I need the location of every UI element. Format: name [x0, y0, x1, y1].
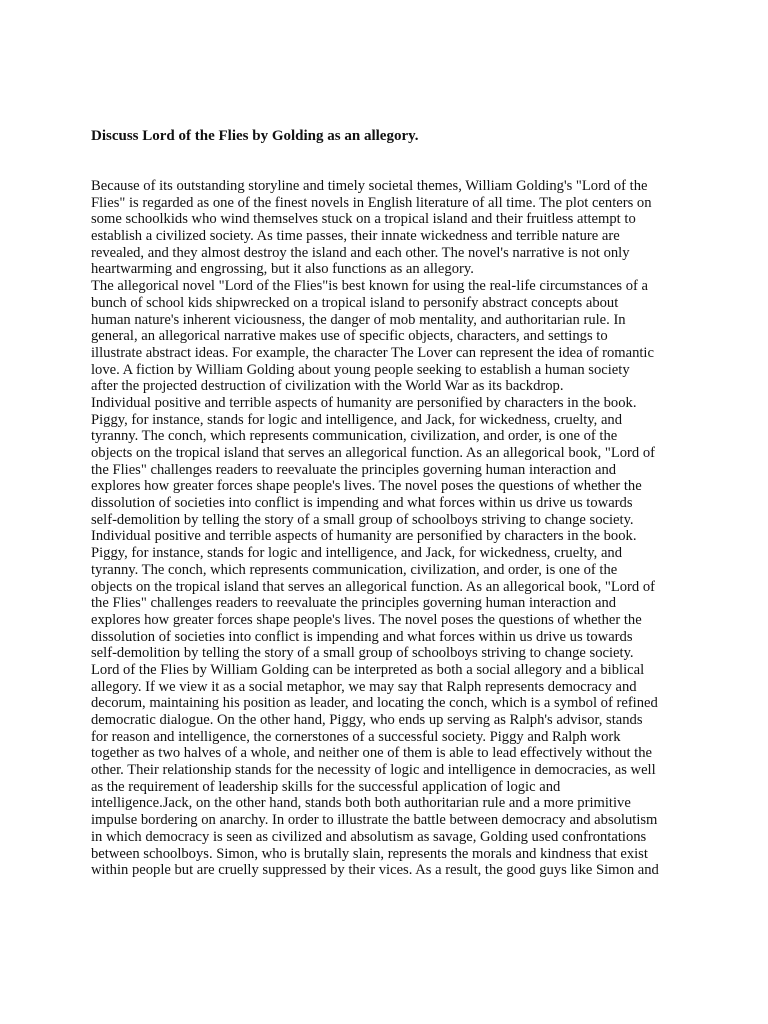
body-text-line: allegory. If we view it as a social metaphor, we may say that Ralph represents democracy and [91, 678, 637, 695]
body-text-line: Piggy, for instance, stands for logic and intelligence, and Jack, for wickedness, cruelty, and [91, 411, 623, 428]
body-text-line: objects on the tropical island that serves an allegorical function. As an allegorical book, "Lord of [91, 445, 655, 461]
body-text-line: heartwarming and engrossing, but it also functions as an allegory. [91, 261, 474, 278]
body-text-line: for reason and intelligence, the cornerstones of a successful society. Piggy and Ralph work [91, 728, 621, 745]
body-text-line: The allegorical novel "Lord of the Flies"is best known for using the real-life circumstances of a [91, 278, 648, 295]
body-text-line: together as two halves of a whole, and neither one of them is able to lead effectively without the [91, 745, 653, 762]
body-text-line: other. Their relationship stands for the necessity of logic and intelligence in democracies, as well [91, 762, 656, 779]
body-text-line: after the projected destruction of civilization with the World War as its backdrop. [91, 378, 564, 395]
body-text-line: dissolution of societies into conflict is impending and what forces within us drive us towards [91, 628, 633, 645]
body-text-line: impulse bordering on anarchy. In order to illustrate the battle between democracy and absolutism [91, 812, 658, 829]
document-body [91, 178, 691, 879]
body-text-line: tyranny. The conch, which represents communication, civilization, and order, is one of the [91, 428, 618, 445]
body-text-line: self-demolition by telling the story of a small group of schoolboys striving to change society. [91, 645, 634, 662]
body-text-line: Piggy, for instance, stands for logic and intelligence, and Jack, for wickedness, cruelty, and [91, 545, 623, 562]
body-text-line: the Flies" challenges readers to reevaluate the principles governing human interaction and [91, 595, 617, 612]
body-text-line: objects on the tropical island that serves an allegorical function. As an allegorical book, "Lord of [91, 578, 655, 595]
body-text-line: the Flies" challenges readers to reevaluate the principles governing human interaction and [91, 461, 617, 478]
body-text-line: within people but are cruelly suppressed by their vices. As a result, the good guys like Simon and [91, 862, 659, 879]
body-text-line: tyranny. The conch, which represents communication, civilization, and order, is one of the [91, 561, 618, 578]
body-text-line: as the requirement of leadership skills for the successful application of logic and [91, 778, 561, 795]
body-text-line: Because of its outstanding storyline and timely societal themes, William Golding's "Lord of the [91, 178, 648, 194]
body-text-line: establish a civilized society. As time passes, their innate wickedness and terrible nature are [91, 228, 620, 245]
body-text-line: bunch of school kids shipwrecked on a tropical island to personify abstract concepts about [91, 294, 619, 311]
body-text-line: self-demolition by telling the story of a small group of schoolboys striving to change society. [91, 511, 634, 528]
body-text-line: decorum, maintaining his position as leader, and locating the conch, which is a symbol of refined [91, 695, 658, 712]
body-text-line: in which democracy is seen as civilized and absolutism as savage, Golding used confrontations [91, 828, 647, 845]
body-text-line: general, an allegorical narrative makes use of specific objects, characters, and settings to [91, 328, 608, 345]
body-text-line: love. A fiction by William Golding about young people seeking to establish a human society [91, 361, 630, 378]
body-text-line: Flies" is regarded as one of the finest novels in English literature of all time. The plot centers on [91, 194, 652, 211]
body-text-line: dissolution of societies into conflict is impending and what forces within us drive us towards [91, 495, 633, 512]
body-text-line: illustrate abstract ideas. For example, the character The Lover can represent the idea of romantic [91, 344, 654, 361]
body-text-line: between schoolboys. Simon, who is brutally slain, represents the morals and kindness that exist [91, 845, 648, 862]
body-text-line: explores how greater forces shape people's lives. The novel poses the questions of whether the [91, 478, 642, 495]
document-title: Discuss Lord of the Flies by Golding as an allegory. [91, 128, 419, 144]
body-text-line: some schoolkids who wind themselves stuck on a tropical island and their fruitless attempt to [91, 211, 636, 228]
body-text-line: intelligence.Jack, on the other hand, stands both both authoritarian rule and a more primitive [91, 795, 631, 812]
body-text-line: Individual positive and terrible aspects of humanity are personified by characters in the book. [91, 394, 637, 411]
body-text-line: Individual positive and terrible aspects of humanity are personified by characters in the book. [91, 528, 637, 545]
body-text-line: democratic dialogue. On the other hand, Piggy, who ends up serving as Ralph's advisor, stands [91, 712, 643, 728]
body-text-line: human nature's inherent viciousness, the danger of mob mentality, and authoritarian rule. In [91, 311, 626, 328]
body-text-line: revealed, and they almost destroy the island and each other. The novel's narrative is not only [91, 244, 630, 261]
body-text-line: explores how greater forces shape people's lives. The novel poses the questions of whether the [91, 611, 642, 628]
body-text-line: Lord of the Flies by William Golding can be interpreted as both a social allegory and a biblical [91, 661, 645, 678]
